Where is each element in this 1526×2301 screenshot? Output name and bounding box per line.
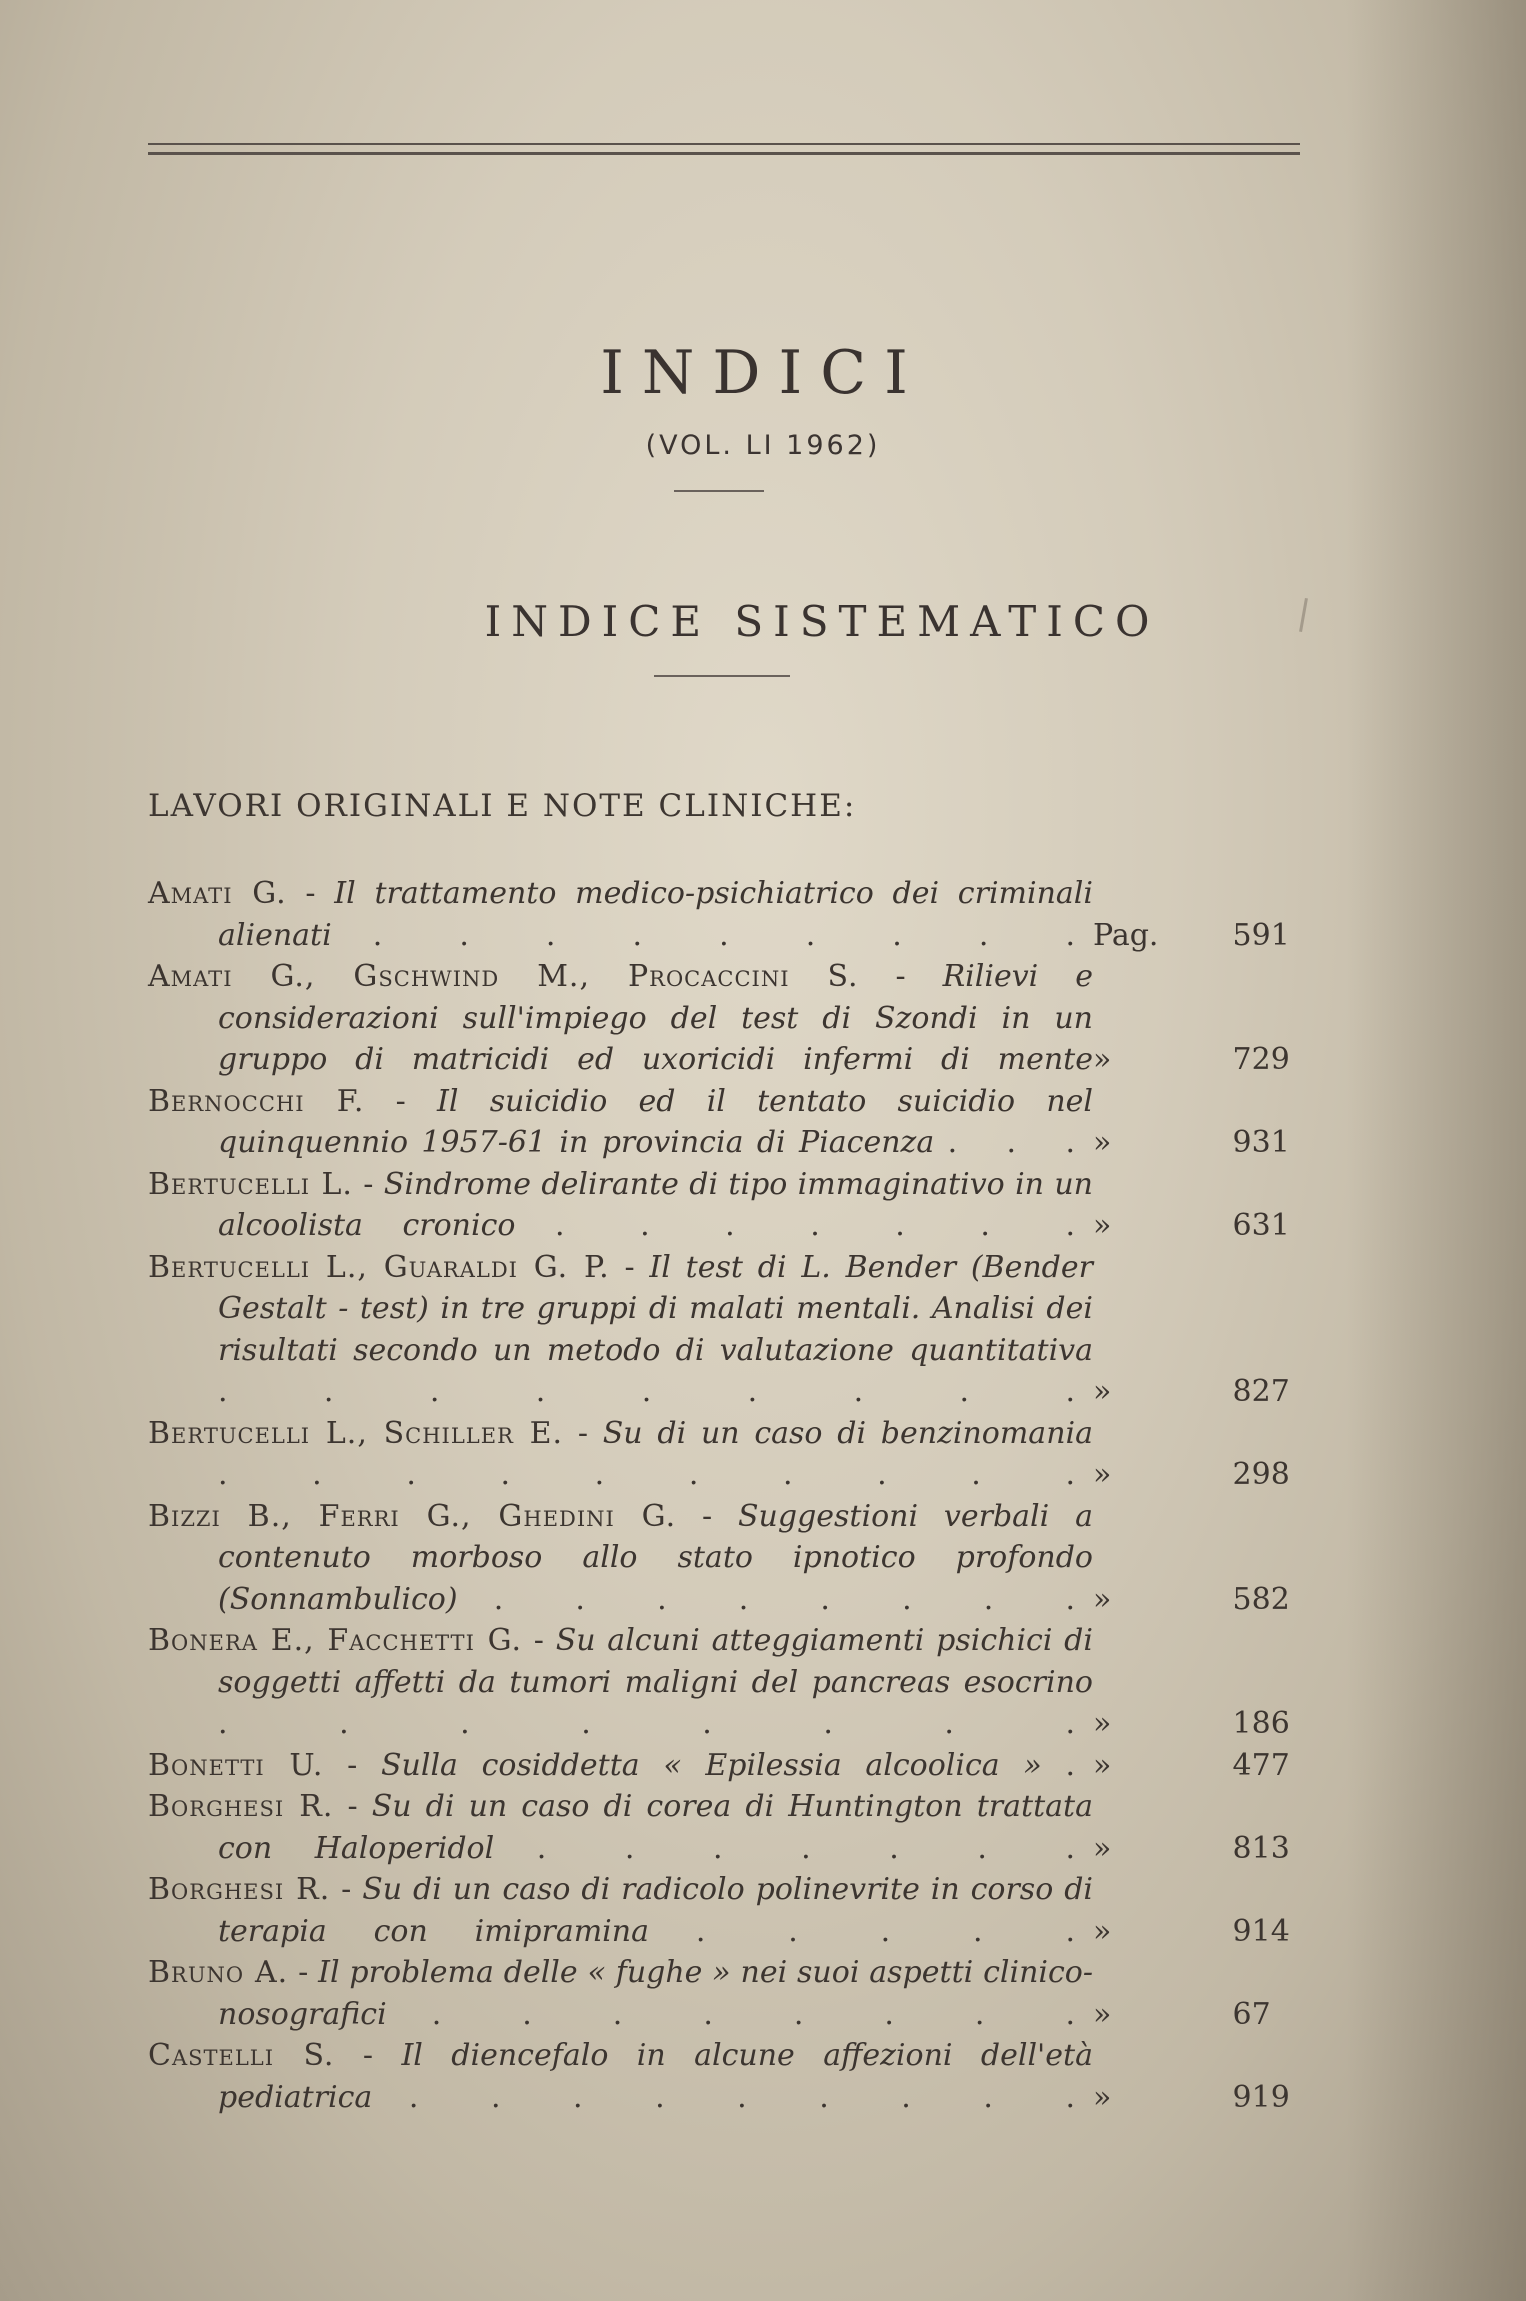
top-rule	[148, 143, 1300, 145]
index-entry	[148, 1496, 1290, 1621]
entry-page-reference	[1093, 1039, 1293, 1081]
page-number: 919	[1232, 2079, 1290, 2115]
entry-title: Il suicidio ed il tentato suicidio nel quinquennio 1957-61 in provincia di Piacenza	[218, 1083, 1093, 1160]
index-entry	[148, 1247, 1290, 1413]
entry-separator: -	[341, 1872, 363, 1907]
entry-author: Bizzi B., Ferri G., Ghedini G.	[148, 1498, 677, 1534]
page-prefix: »	[1093, 1913, 1112, 1949]
entry-separator: -	[347, 1789, 372, 1824]
page-prefix: »	[1093, 1830, 1112, 1866]
dot-leader: . . . . .	[695, 1913, 1093, 1949]
dot-leader: .	[1065, 1747, 1093, 1783]
entry-page-reference	[1093, 1371, 1293, 1413]
entry-separator: -	[395, 1083, 438, 1119]
entry-author: Amati G.	[148, 876, 287, 911]
entry-page-reference	[1093, 1122, 1293, 1164]
entry-page-reference	[1093, 2077, 1293, 2119]
page-number: 813	[1232, 1830, 1290, 1866]
entry-page-reference	[1093, 1745, 1293, 1787]
section-divider	[654, 675, 790, 677]
index-entry	[148, 873, 1290, 956]
page-prefix: »	[1093, 1581, 1112, 1617]
dot-leader: . . . . . . . . .	[372, 917, 1093, 953]
entry-separator: -	[895, 959, 943, 994]
entry-separator: -	[533, 1623, 556, 1658]
entry-author: Bertucelli L., Guaraldi G. P.	[148, 1249, 610, 1285]
index-entry	[148, 1620, 1290, 1745]
entry-separator: -	[347, 1747, 381, 1783]
entry-separator: -	[577, 1415, 603, 1451]
page-prefix: »	[1093, 1125, 1112, 1160]
entry-page-reference	[1093, 1828, 1293, 1870]
entry-page-reference	[1093, 1994, 1293, 2036]
dot-leader: . . .	[947, 1125, 1093, 1160]
dot-leader: . . . . . . . .	[431, 1996, 1093, 2032]
entry-author: Amati G., Gschwind M., Procaccini S.	[148, 959, 859, 994]
entry-title: Sulla cosiddetta « Epilessia alcoolica »	[380, 1747, 1042, 1783]
dot-leader: . . . . . . . . .	[408, 2079, 1093, 2115]
page-number: 477	[1232, 1747, 1290, 1783]
entry-page-reference	[1093, 1454, 1293, 1496]
section-heading: LAVORI ORIGINALI E NOTE CLINICHE:	[148, 788, 857, 824]
page-prefix: »	[1093, 1457, 1112, 1492]
entry-author: Borghesi R.	[148, 1789, 334, 1824]
entry-title: Il test di L. Bender (Bender Gestalt - test) in tre gruppi di malati mentali. Analisi dei risultati secondo un metodo di valutazione quantitativa	[218, 1249, 1093, 1368]
entry-title: Suggestioni verbali a contenuto morboso allo stato ipnotico profondo (Sonnambulico)	[218, 1498, 1093, 1617]
page-number: 582	[1232, 1581, 1290, 1617]
dot-leader: . . . . . . .	[555, 1208, 1093, 1243]
page-number: 827	[1232, 1374, 1290, 1409]
entry-author: Castelli S.	[148, 2038, 335, 2073]
page-prefix: »	[1093, 1706, 1112, 1741]
entry-author: Bernocchi F.	[148, 1083, 365, 1119]
entry-title: Su di un caso di radicolo polinevrite in corso di terapia con imipramina	[218, 1872, 1093, 1949]
entry-title: Su di un caso di benzinomania	[602, 1415, 1093, 1451]
entry-title: Rilievi e considerazioni sull'impiego del test di Szondi in un gruppo di matricidi ed uxoricidi infermi di mente	[218, 959, 1093, 1077]
entry-title: Il problema delle « fughe » nei suoi aspetti clinico-nosografici	[218, 1955, 1093, 2032]
page-number: 729	[1232, 1042, 1290, 1077]
dot-leader: . . . . . . . .	[218, 1706, 1093, 1741]
entry-separator: -	[624, 1249, 650, 1285]
index-entry	[148, 1081, 1290, 1164]
index-entry	[148, 1786, 1290, 1869]
entry-author: Bertucelli L., Schiller E.	[148, 1415, 564, 1451]
index-entry	[148, 2035, 1290, 2118]
entry-title: Il diencefalo in alcune affezioni dell'età pediatrica	[218, 2038, 1093, 2115]
entry-page-reference	[1093, 1703, 1293, 1745]
page-prefix: »	[1093, 1996, 1112, 2032]
top-rule-thick	[148, 152, 1300, 155]
dot-leader: . . . . . . . . . .	[218, 1457, 1093, 1492]
section-title: INDICE SISTEMATICO	[484, 597, 1160, 646]
dot-leader: . . . . . . . .	[493, 1581, 1093, 1617]
page-title: INDICI	[600, 338, 926, 408]
page-number: 914	[1232, 1913, 1290, 1949]
entry-title: Su di un caso di corea di Huntington trattata con Haloperidol	[218, 1789, 1093, 1866]
index-entry	[148, 1164, 1290, 1247]
entry-author: Bertucelli L.	[148, 1166, 353, 1202]
index-entry	[148, 1413, 1290, 1496]
entry-author: Borghesi R.	[148, 1872, 331, 1907]
index-entry	[148, 956, 1290, 1081]
entry-list	[148, 873, 1293, 2118]
dot-leader: . . . . . . . . .	[218, 1374, 1093, 1409]
page-prefix: »	[1093, 1208, 1112, 1243]
volume-subtitle: (VOL. LI 1962)	[645, 430, 881, 461]
entry-page-reference	[1093, 1911, 1293, 1953]
entry-separator: -	[298, 1955, 319, 1990]
page-prefix: »	[1093, 1374, 1112, 1409]
entry-author: Bonera E., Facchetti G.	[148, 1623, 523, 1658]
entry-separator: -	[363, 1166, 384, 1202]
page-prefix: »	[1093, 2079, 1112, 2115]
entry-title: Sindrome delirante di tipo immaginativo in un alcoolista cronico	[218, 1166, 1093, 1243]
entry-page-reference	[1093, 1579, 1293, 1621]
index-entry	[148, 1952, 1271, 2035]
entry-author: Bruno A.	[148, 1955, 289, 1990]
page-number: 591	[1232, 917, 1290, 953]
page-prefix: Pag.	[1093, 917, 1159, 953]
index-entry	[148, 1869, 1290, 1952]
title-divider	[674, 490, 764, 492]
page-prefix: »	[1093, 1747, 1112, 1783]
page-number: 631	[1232, 1208, 1290, 1243]
page-prefix: »	[1093, 1042, 1112, 1077]
entry-separator: -	[305, 876, 335, 911]
entry-author: Bonetti U.	[148, 1747, 324, 1783]
page-number: 186	[1232, 1706, 1290, 1741]
page-number: 67	[1232, 1996, 1271, 2032]
entry-title: Il trattamento medico-psichiatrico dei criminali alienati	[218, 876, 1093, 953]
entry-separator: -	[362, 2038, 402, 2073]
entry-page-reference	[1093, 915, 1293, 957]
page-number: 931	[1232, 1125, 1290, 1160]
page-number: 298	[1232, 1457, 1290, 1492]
index-entry	[148, 1745, 1290, 1787]
dot-leader: . . . . . . .	[536, 1830, 1093, 1866]
entry-page-reference	[1093, 1205, 1293, 1247]
entry-separator: -	[702, 1498, 738, 1534]
entry-title: Su alcuni atteggiamenti psichici di soggetti affetti da tumori maligni del pancreas esocrino	[218, 1623, 1093, 1700]
